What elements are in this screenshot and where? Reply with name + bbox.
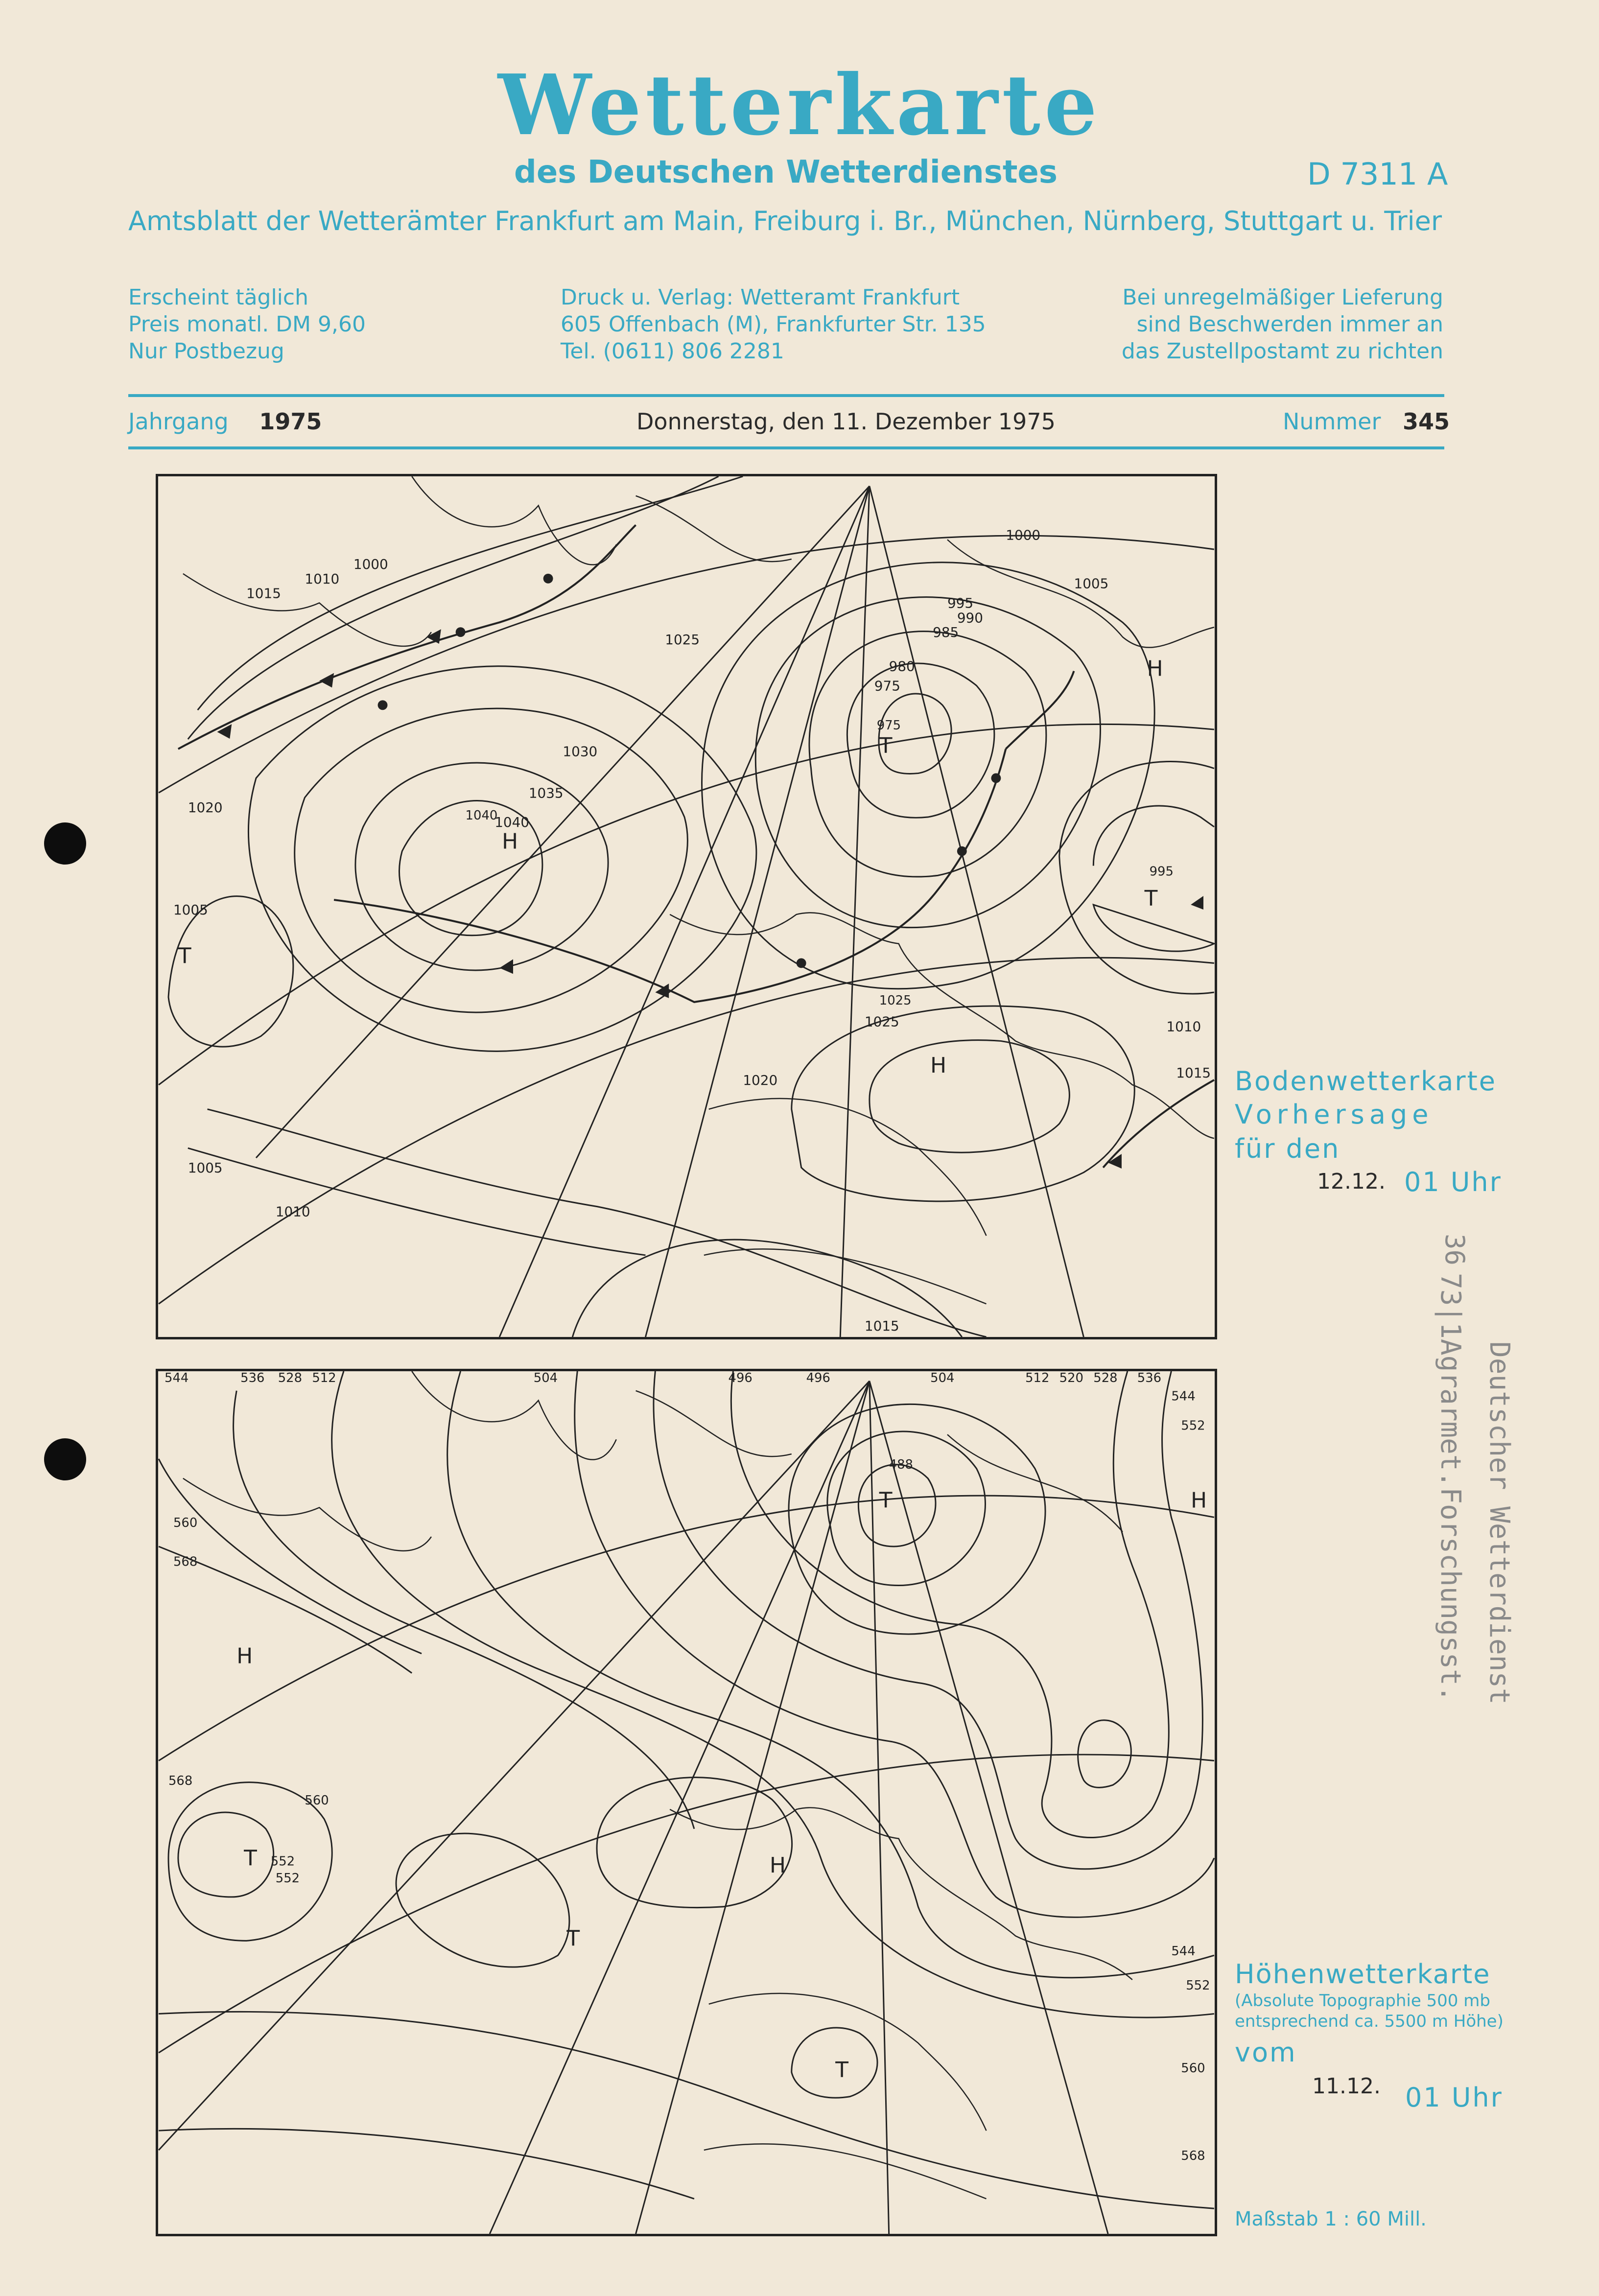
upper-caption-line2: (Absolute Topographie 500 mb	[1235, 1991, 1490, 2011]
contour-label: 512	[1025, 1371, 1050, 1385]
info-left-line: Nur Postbezug	[128, 339, 284, 364]
surface-map-svg	[158, 476, 1215, 1337]
isobar	[870, 1040, 1070, 1153]
front-semicircle	[957, 846, 967, 856]
info-left-line: Erscheint täglich	[128, 285, 308, 310]
isobar-label: 975	[874, 678, 900, 694]
isobar	[809, 632, 1046, 877]
stamp-line3: Deutscher Wetterdienst	[1483, 1341, 1515, 1705]
contour	[396, 1833, 569, 1967]
contour-label: 544	[1171, 1944, 1196, 1959]
contour-label: 512	[312, 1371, 336, 1385]
pressure-center-value: 552	[270, 1854, 295, 1869]
meridian-line	[645, 486, 869, 1337]
isobar-label: 1005	[1074, 575, 1109, 592]
front-semicircle	[991, 773, 1001, 783]
contour-label: 496	[806, 1371, 830, 1385]
contour-label: 496	[728, 1371, 752, 1385]
isobar-label: 985	[933, 624, 959, 641]
meridian-line	[159, 1381, 870, 2150]
publication-code: D 7311 A	[1307, 156, 1448, 192]
contour-label: 544	[165, 1371, 189, 1385]
coastline	[704, 1993, 987, 2199]
upper-caption-time: 01 Uhr	[1405, 2082, 1503, 2113]
isobar-label: 1000	[1006, 527, 1041, 543]
page-subtitle: des Deutschen Wetterdienstes	[514, 154, 1058, 190]
isobar-label: 995	[947, 595, 974, 611]
pressure-center-value: 1025	[879, 993, 912, 1008]
isobar	[702, 562, 1155, 989]
isobar	[168, 896, 293, 1047]
parallel-line	[159, 958, 1214, 1304]
coastline	[412, 1371, 1123, 1532]
pressure-center-value: 488	[889, 1457, 913, 1472]
info-right-line: Bei unregelmäßiger Lieferung	[1122, 285, 1443, 310]
pressure-center-label: T	[835, 2057, 849, 2083]
contour	[792, 2028, 877, 2098]
isobar-label: 1010	[1166, 1018, 1201, 1035]
isobar	[755, 597, 1100, 928]
nummer-label: Nummer	[1283, 408, 1381, 435]
meridian-line	[870, 1381, 1108, 2234]
isobar-label: 1025	[864, 1013, 899, 1030]
pressure-center-label: H	[502, 829, 518, 854]
pressure-center-label: H	[770, 1853, 786, 1878]
info-center	[561, 284, 986, 365]
isobar	[249, 666, 756, 1052]
front-semicircle	[456, 627, 466, 637]
contour-label: 560	[1181, 2061, 1205, 2076]
front-semicircle	[797, 958, 806, 968]
surface-caption-line1: Bodenwetterkarte	[1235, 1066, 1497, 1097]
contour	[789, 1404, 1045, 1634]
pressure-center-label: T	[178, 943, 191, 969]
map-scale: Maßstab 1 : 60 Mill.	[1235, 2208, 1427, 2230]
contour-label: 528	[1093, 1371, 1118, 1385]
isobar-label: 1010	[275, 1203, 310, 1220]
pressure-center-label: T	[879, 1488, 893, 1513]
contour-label: 552	[1181, 1418, 1205, 1433]
isobar-label: 1025	[665, 632, 700, 648]
amtsblatt-line: Amtsblatt der Wetterämter Frankfurt am Main, Freiburg i. Br., München, Nürnberg, Stuttgart u. Trier	[128, 206, 1442, 236]
surface-caption-date: 12.12.	[1317, 1169, 1386, 1194]
info-center-line: Druck u. Verlag: Wetteramt Frankfurt	[561, 285, 960, 310]
info-right	[1122, 284, 1443, 365]
stamp-number: 36	[1439, 1234, 1470, 1266]
contour-label: 504	[533, 1371, 558, 1385]
nummer-value: 345	[1403, 408, 1450, 435]
front-triangles	[217, 629, 1203, 1169]
contour	[332, 1371, 1214, 2017]
pressure-center-value: 975	[876, 718, 901, 733]
upper-air-map	[156, 1369, 1217, 2236]
isobar	[188, 1148, 646, 1255]
isobar-label: 1020	[743, 1072, 778, 1088]
pressure-center-label: T	[244, 1846, 257, 1871]
isobar	[847, 663, 994, 818]
pressure-center-label: H	[1191, 1488, 1207, 1513]
isobar	[792, 1006, 1134, 1201]
isobar-label: 980	[889, 658, 915, 675]
issue-date: Donnerstag, den 11. Dezember 1975	[636, 408, 1056, 435]
contour	[575, 1371, 1214, 1917]
contour-label: 520	[1059, 1371, 1084, 1385]
header-rule-bottom	[128, 446, 1444, 449]
front-line	[178, 525, 636, 749]
header-rule-top	[128, 394, 1444, 397]
isobar	[208, 1109, 987, 1337]
pressure-center-value: 995	[1149, 864, 1174, 879]
contour	[159, 2129, 694, 2199]
isobar-label: 1030	[563, 743, 598, 760]
surface-weather-map	[156, 474, 1217, 1339]
parallel-line	[159, 1496, 1214, 1760]
page-title: Wetterkarte	[497, 56, 1102, 154]
contour-label: 552	[275, 1871, 300, 1886]
punch-hole	[44, 1438, 86, 1480]
pressure-center-label: T	[1144, 886, 1158, 912]
upper-caption-line3: entsprechend ca. 5500 m Höhe)	[1235, 2012, 1504, 2031]
front-line	[1006, 671, 1074, 749]
info-left	[128, 284, 366, 365]
contour	[728, 1371, 1169, 1838]
isobar-label: 990	[957, 609, 983, 626]
info-left-line: Preis monatl. DM 9,60	[128, 312, 366, 337]
surface-caption-time: 01 Uhr	[1404, 1167, 1502, 1197]
info-center-line: Tel. (0611) 806 2281	[561, 339, 784, 364]
contour	[178, 1812, 274, 1897]
isobar-label: 1005	[188, 1159, 223, 1176]
pressure-center-label: T	[879, 733, 893, 758]
contour-label: 568	[173, 1554, 198, 1570]
meridian-line	[636, 1381, 870, 2234]
pressure-center-label: H	[1147, 656, 1163, 681]
contour-label: 528	[278, 1371, 303, 1385]
isobar-label: 1040	[494, 814, 530, 830]
contour-label: 544	[1171, 1389, 1196, 1404]
contour-label: 560	[173, 1516, 198, 1531]
isobar	[295, 708, 688, 1012]
parallel-line	[159, 724, 1214, 1085]
contour-label: 536	[1137, 1371, 1162, 1385]
contour	[159, 2012, 1214, 2208]
info-center-line: 605 Offenbach (M), Frankfurter Str. 135	[561, 312, 986, 337]
contour-label: 560	[305, 1793, 329, 1808]
isobar	[355, 763, 608, 970]
isobar-label: 1015	[246, 585, 281, 602]
contour	[447, 1371, 1214, 1978]
isobar-label: 1010	[305, 570, 340, 587]
isobar-label: 1035	[528, 785, 564, 801]
stamp-line2: 73|1Agrarmet.Forschungsst.	[1434, 1273, 1466, 1702]
pressure-center-label: T	[566, 1926, 580, 1951]
upper-caption-line1: Höhenwetterkarte	[1235, 1959, 1491, 1990]
contour-label: 568	[168, 1774, 193, 1789]
pressure-center-value: 1040	[465, 808, 498, 823]
jahrgang-label: Jahrgang	[128, 408, 229, 435]
upper-caption-date: 11.12.	[1312, 2074, 1381, 2099]
isobar-label: 1020	[188, 799, 223, 816]
contour-label: 536	[240, 1371, 265, 1385]
upper-map-svg	[158, 1371, 1215, 2234]
upper-caption-line4: vom	[1235, 2037, 1297, 2068]
jahrgang	[128, 410, 322, 433]
jahrgang-value: 1975	[259, 408, 322, 435]
nummer	[1283, 410, 1450, 433]
contour-label: 568	[1181, 2148, 1205, 2163]
meridian-line	[499, 486, 870, 1337]
front-semicircle	[378, 700, 388, 710]
surface-caption-line2: Vorhersage	[1235, 1099, 1434, 1130]
isobar-label: 1015	[864, 1318, 899, 1335]
info-right-line: das Zustellpostamt zu richten	[1121, 339, 1443, 364]
front-line	[1103, 1080, 1214, 1168]
contour-label: 504	[930, 1371, 955, 1385]
pressure-center-label: H	[930, 1053, 947, 1078]
pressure-center-label: H	[236, 1643, 253, 1669]
contour	[597, 1778, 792, 1908]
contour	[827, 1431, 986, 1586]
library-stamp	[1434, 1234, 1537, 1772]
surface-caption-line3: für den	[1235, 1133, 1340, 1164]
front-semicircle	[543, 574, 553, 584]
info-right-line: sind Beschwerden immer an	[1136, 312, 1443, 337]
isobar	[572, 1240, 962, 1337]
isobar-label: 1005	[173, 901, 208, 918]
contour-label: 552	[1186, 1978, 1210, 1993]
meridian-line	[256, 486, 870, 1158]
isobar-label: 1015	[1176, 1065, 1211, 1081]
punch-hole	[44, 822, 86, 865]
coastline	[412, 476, 1214, 648]
isobar-label: 1000	[353, 556, 388, 572]
